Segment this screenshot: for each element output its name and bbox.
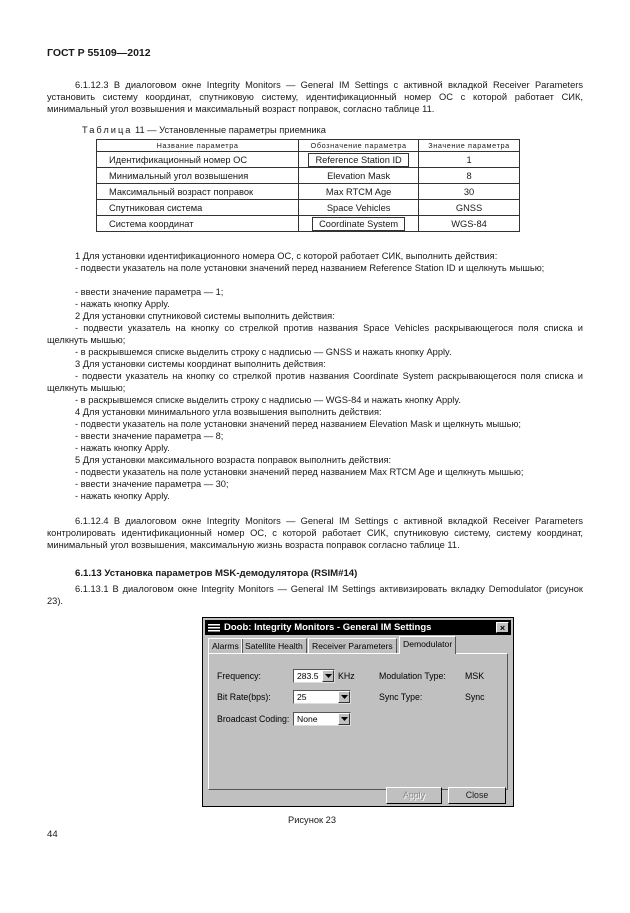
modulation-type-label: Modulation Type: — [379, 671, 446, 681]
section-title: 6.1.13 Установка параметров MSK-демодулятора (RSIM#14) — [75, 568, 358, 579]
step-text: - подвести указатель на поле установки значений перед названием Elevation Mask и щелкнуть мышью; — [75, 419, 522, 429]
table-row — [97, 168, 520, 184]
step-text: - нажать кнопку Apply. — [75, 299, 170, 309]
cell-code — [299, 152, 419, 168]
step-text: - ввести значение параметра — 8; — [75, 431, 224, 441]
table-row — [97, 216, 520, 232]
step-text: - подвести указатель на кнопку со стрелкой против названия Space Vehicles раскрывающегося поля списка и щелкнуть мышью; — [47, 323, 583, 345]
cell-code: Elevation Mask — [299, 168, 419, 184]
dialog-title: Doob: Integrity Monitors - General IM Settings — [224, 622, 432, 633]
step-text: - нажать кнопку Apply. — [75, 443, 170, 453]
broadcast-coding-value: None — [297, 714, 318, 724]
table-caption-prefix: Таблица — [82, 125, 133, 135]
cell-code: Space Vehicles — [299, 200, 419, 216]
frequency-unit: KHz — [338, 671, 355, 681]
code-box: Coordinate System — [312, 217, 405, 231]
step-text: - подвести указатель на поле установки значений перед названием Max RTCM Age и щелкнуть мышью; — [75, 467, 524, 477]
column-header-code: Обозначение параметра — [299, 140, 419, 152]
step-text: - ввести значение параметра — 1; — [75, 287, 224, 297]
sync-type-label: Sync Type: — [379, 692, 423, 702]
cell-name: Спутниковая система — [97, 200, 299, 216]
paragraph-6-1-12-3: 6.1.12.3 В диалоговом окне Integrity Monitors — General IM Settings с активной вкладкой Receiver Parameters установить систему координат, спутниковую систему, идентификационный номер ОС с которой работает СИК, минимальный угол возвышения и максимальный возраст поправок, согласно таблице 11. — [47, 80, 583, 114]
tab-demodulator[interactable]: Demodulator — [399, 636, 456, 654]
step-text: - в раскрывшемся списке выделить строку с надписью — GNSS и нажать кнопку Apply. — [75, 347, 452, 357]
tab-receiver-parameters[interactable]: Receiver Parameters — [308, 638, 397, 653]
cell-value: GNSS — [419, 200, 520, 216]
chevron-down-icon[interactable] — [338, 713, 350, 725]
window-menu-icon[interactable] — [208, 623, 220, 632]
bitrate-value: 25 — [297, 692, 307, 702]
paragraph-6-1-13-1: 6.1.13.1 В диалоговом окне Integrity Monitors — General IM Settings активизировать вкладку Demodulator (рисунок 23). — [47, 584, 583, 606]
cell-code: Max RTCM Age — [299, 184, 419, 200]
step-text: - подвести указатель на поле установки значений перед названием Reference Station ID и щелкнуть мышью; — [75, 263, 545, 273]
cell-value: WGS-84 — [419, 216, 520, 232]
step-text: - в раскрывшемся списке выделить строку с надписью — WGS-84 и нажать кнопку Apply. — [75, 395, 461, 405]
sync-type-value: Sync — [465, 692, 485, 702]
broadcast-coding-label: Broadcast Coding: — [217, 714, 290, 724]
table-header-row — [97, 140, 520, 152]
step-text: - нажать кнопку Apply. — [75, 491, 170, 501]
frequency-label: Frequency: — [217, 671, 262, 681]
step-text: 1 Для установки идентификационного номера ОС, с которой работает СИК, выполнить действия: — [75, 251, 498, 261]
table-caption-text: 11 — Установленные параметры приемника — [135, 125, 326, 135]
page-number: 44 — [47, 829, 58, 840]
frequency-select[interactable] — [293, 669, 335, 683]
bitrate-select[interactable] — [293, 690, 351, 704]
dialog-titlebar[interactable] — [205, 620, 511, 635]
tab-alarms[interactable]: Alarms — [208, 638, 243, 653]
settings-dialog — [202, 617, 514, 807]
column-header-value: Значение параметра — [419, 140, 520, 152]
table-row — [97, 184, 520, 200]
cell-code — [299, 216, 419, 232]
figure-caption: Рисунок 23 — [288, 815, 336, 825]
frequency-value: 283.5 — [297, 671, 319, 681]
step-text: - ввести значение параметра — 30; — [75, 479, 229, 489]
chevron-down-icon[interactable] — [338, 691, 350, 703]
table-row — [97, 200, 520, 216]
column-header-name: Название параметра — [97, 140, 299, 152]
step-text: 2 Для установки спутниковой системы выполнить действия: — [75, 311, 335, 321]
parameters-table — [96, 139, 520, 232]
chevron-down-icon[interactable] — [322, 670, 334, 682]
table-row — [97, 152, 520, 168]
bitrate-label: Bit Rate(bps): — [217, 692, 271, 702]
document-header: ГОСТ Р 55109—2012 — [47, 47, 151, 59]
close-icon[interactable]: × — [496, 622, 509, 633]
table-caption — [82, 125, 326, 135]
step-text: 5 Для установки максимального возраста поправок выполнить действия: — [75, 455, 392, 465]
broadcast-coding-select[interactable] — [293, 712, 351, 726]
cell-value: 30 — [419, 184, 520, 200]
tab-satellite-health[interactable]: Satellite Health — [241, 638, 307, 653]
cell-name: Минимальный угол возвышения — [97, 168, 299, 184]
cell-name: Система координат — [97, 216, 299, 232]
cell-name: Максимальный возраст поправок — [97, 184, 299, 200]
modulation-type-value: MSK — [465, 671, 485, 681]
step-text: - подвести указатель на кнопку со стрелкой против названия Coordinate System раскрывающегося поля списка и щелкнуть мышью; — [47, 371, 583, 393]
cell-value: 1 — [419, 152, 520, 168]
cell-value: 8 — [419, 168, 520, 184]
apply-button[interactable]: Apply — [386, 787, 442, 804]
code-box: Reference Station ID — [308, 153, 408, 167]
paragraph-6-1-12-4: 6.1.12.4 В диалоговом окне Integrity Monitors — General IM Settings с активной вкладкой Receiver Parameters контролировать идентификационный номер ОС, с которой работает СИК, спутниковую систему, систему координат, минимальный угол возвышения, максимальную жизнь возраста поправок согласно таблице 11. — [47, 516, 583, 550]
close-button[interactable]: Close — [448, 787, 506, 804]
step-text: 4 Для установки минимального угла возвышения выполнить действия: — [75, 407, 382, 417]
step-text: 3 Для установки системы координат выполнить действия: — [75, 359, 326, 369]
cell-name: Идентификационный номер ОС — [97, 152, 299, 168]
